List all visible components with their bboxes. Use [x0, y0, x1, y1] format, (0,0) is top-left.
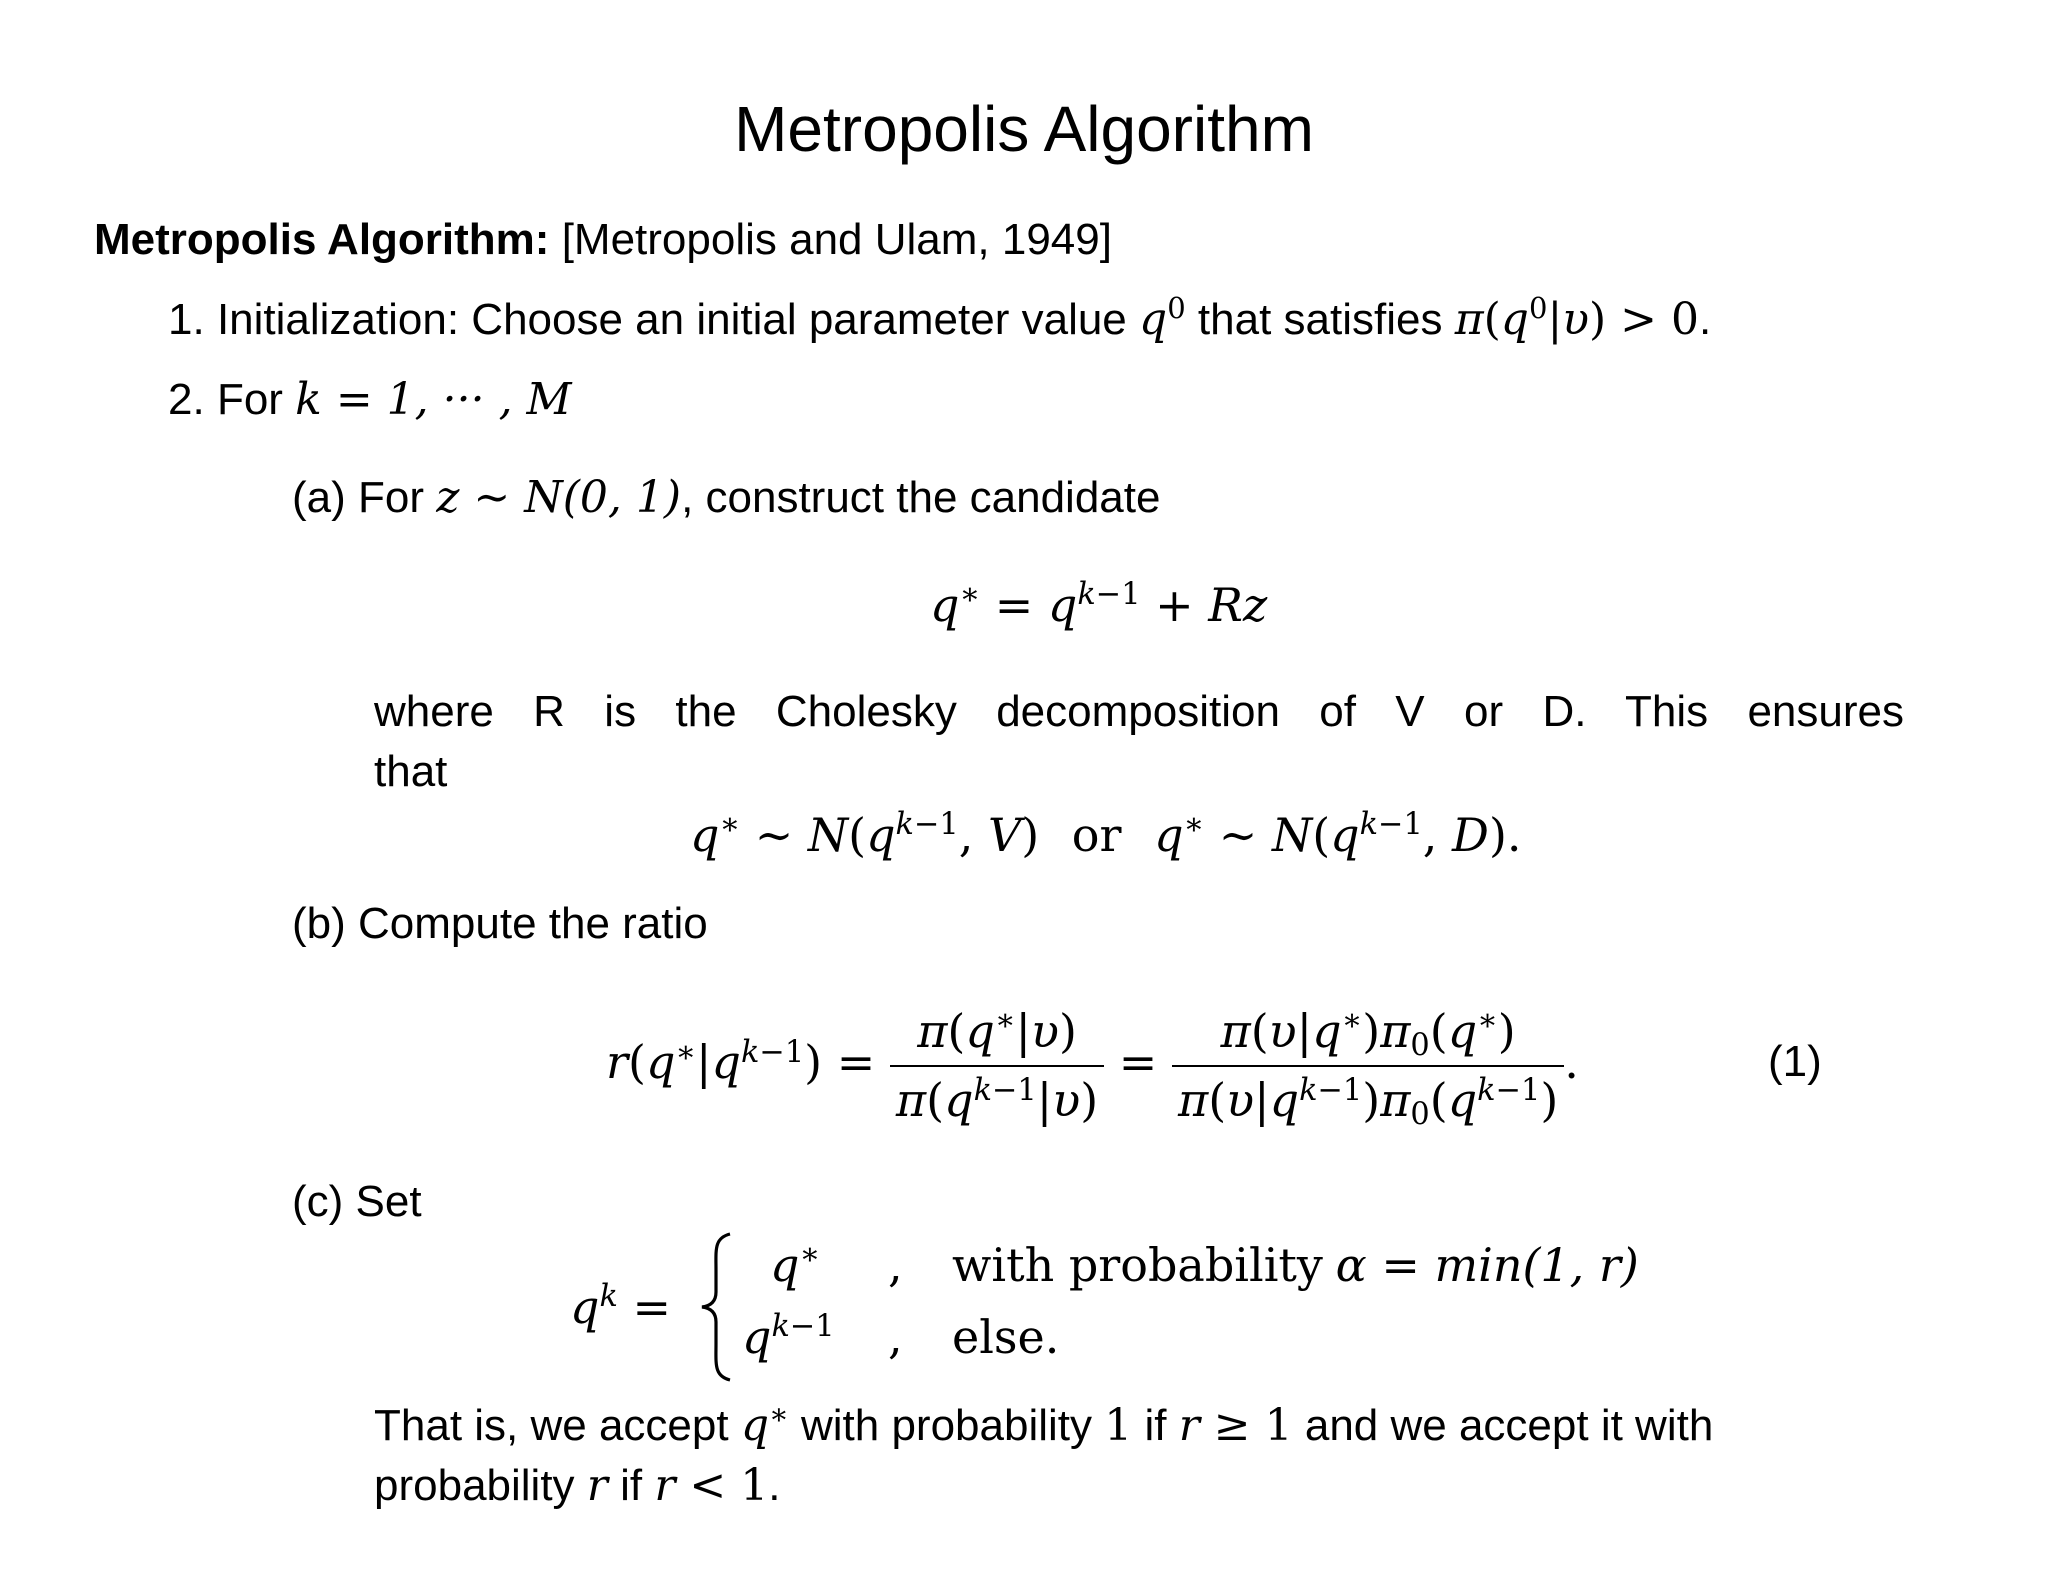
step-a-label: (a) For	[292, 473, 424, 522]
conclusion-line-2	[374, 1460, 780, 1513]
step-1-text-a: Initialization: Choose an initial parameter value	[216, 295, 1127, 344]
conclusion-text-c: if	[1144, 1401, 1167, 1450]
page-title: Metropolis Algorithm	[734, 93, 1314, 165]
step-2-number: 2.	[168, 375, 205, 424]
explanation-line-2: that	[374, 747, 448, 796]
algorithm-heading	[94, 214, 1112, 267]
step-1-condition: $\pi(q^0|\upsilon) > 0$	[1454, 291, 1700, 345]
ratio-fraction-2: $\frac{\pi(\upsilon|q^∗)\pi_0(q^∗)}{\pi(\upsilon|q^{k-1})\pi_0(q^{k-1})}$	[1172, 1004, 1564, 1128]
conclusion-r-ge-1: r ≥ 1	[1178, 1400, 1293, 1451]
case-1-text: with probability	[952, 1238, 1323, 1292]
case-2-comma: ,	[888, 1310, 903, 1364]
case-1-comma: ,	[888, 1238, 903, 1292]
step-1-period: .	[1699, 295, 1712, 344]
conclusion-period: .	[768, 1461, 781, 1510]
step-b-label: (b) Compute the ratio	[292, 899, 708, 948]
step-a-text: , construct the candidate	[681, 473, 1161, 522]
step-2-range: k = 1, ··· , M	[295, 374, 572, 425]
conclusion-qstar: q∗	[740, 1397, 789, 1451]
conclusion-text-e: probability	[374, 1461, 575, 1510]
conclusion-r: r	[586, 1460, 608, 1511]
case-2-value: $q^{k-1}$	[742, 1309, 835, 1364]
conclusion-line-1	[374, 1397, 1714, 1453]
candidate-equation: $q^∗ = q^{k-1} + Rz$	[930, 577, 1268, 632]
step-1-q0: $q^0$	[1139, 291, 1186, 345]
conclusion-text-d: and we accept it with	[1304, 1401, 1714, 1450]
case-1-alpha: α = min(1, r)	[1335, 1238, 1639, 1292]
step-1-number: 1.	[168, 295, 205, 344]
equation-number: (1)	[1768, 1037, 1822, 1086]
conclusion-text-a: That is, we accept	[374, 1401, 729, 1450]
ratio-fraction-1: $\frac{\pi(q^∗|\upsilon)}{\pi(q^{k-1}|\upsilon)}$	[890, 1004, 1104, 1128]
case-1-value: q∗	[770, 1237, 821, 1292]
step-1	[168, 291, 1712, 347]
step-c-label: (c) Set	[292, 1177, 422, 1226]
case-2-condition: else.	[952, 1310, 1060, 1364]
case-1-condition	[952, 1238, 1639, 1293]
step-2	[168, 374, 572, 427]
explanation-line-1: where R is the Cholesky decomposition of V or D. This ensures	[374, 687, 1904, 736]
ratio-equation: $r(q^∗|q^{k-1})$ = $\frac{\pi(q^∗|\upsilon)}{\pi(q^{k-1}|\upsilon)}$ = $\frac{\pi(\upsilon|q^∗)\pi_0(q^∗)}{\pi(\upsilon|q^{k-1})\pi_0(q^{k-1})}$ .	[606, 1003, 1579, 1132]
conclusion-text-b: with probability	[800, 1401, 1093, 1450]
or-word: or	[1071, 808, 1122, 862]
conclusion-one: 1	[1104, 1400, 1133, 1451]
distribution-equation: q∗ ∼ $N(q^{k-1}$, V) or q∗ ∼ $N(q^{k-1}$, D).	[690, 807, 1522, 862]
conclusion-r-lt-1: r < 1	[654, 1460, 769, 1511]
conclusion-text-f: if	[620, 1461, 643, 1510]
step-a	[292, 472, 1160, 525]
heading-bold: Metropolis Algorithm:	[94, 215, 550, 264]
heading-reference: [Metropolis and Ulam, 1949]	[561, 215, 1112, 264]
qk-lhs: $q^k$ =	[570, 1279, 672, 1334]
step-1-text-b: that satisfies	[1197, 295, 1443, 344]
step-a-distribution: z ∼ N(0, 1)	[436, 472, 682, 523]
step-2-text: For	[216, 375, 283, 424]
left-brace-icon	[696, 1230, 736, 1384]
